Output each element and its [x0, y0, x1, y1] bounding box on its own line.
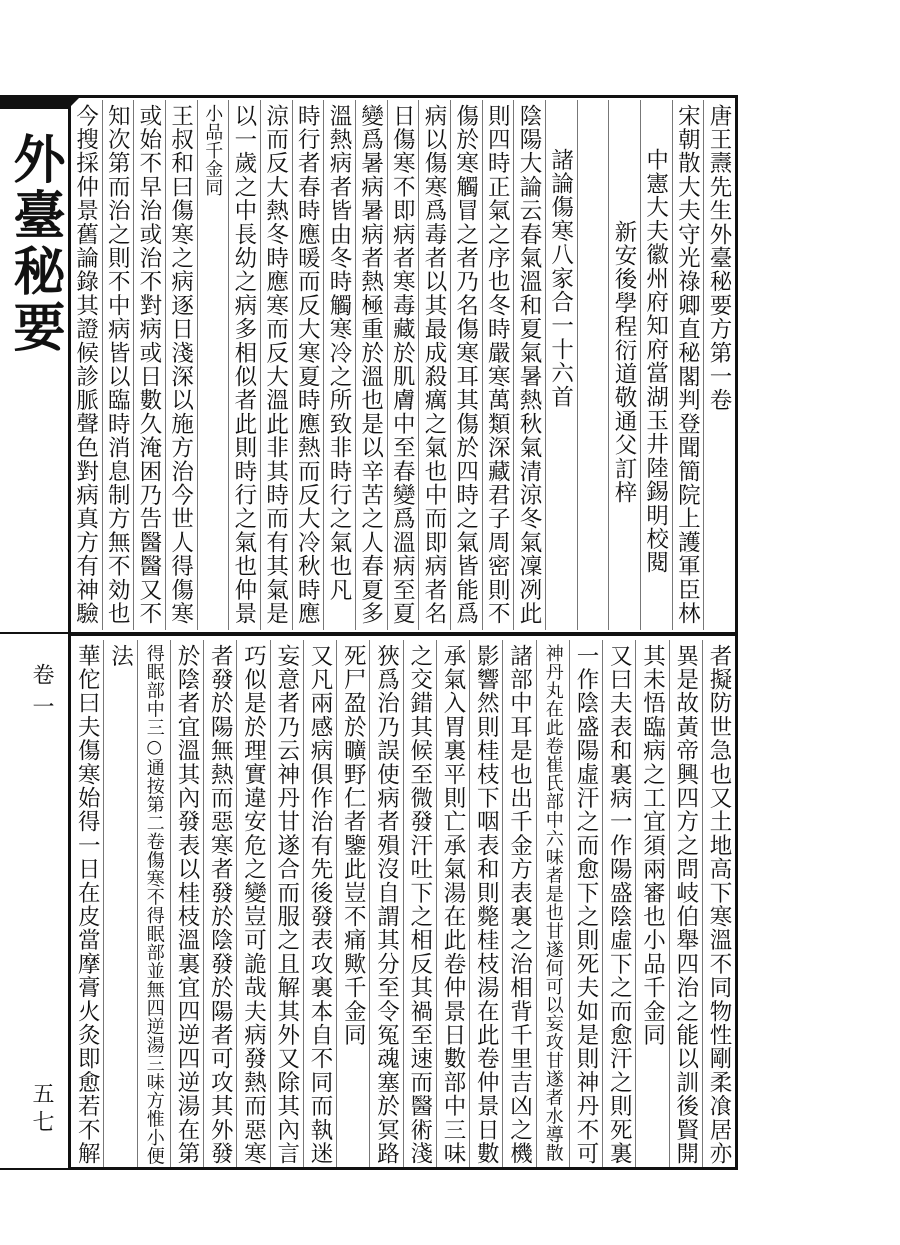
text-column: 或始不早治或治不對病或日數久淹困乃告醫醫又不 — [133, 100, 165, 630]
annotation-column: 小品千金同 — [197, 100, 229, 630]
text-column: 王叔和曰傷寒之病逐日淺深以施方治今世人得傷寒 — [165, 100, 197, 630]
text-column: 溫熱病者皆由冬時觸寒冷之所致非時行之氣也凡 — [323, 100, 355, 630]
text-column: 日傷寒不即病者寒毒藏於肌膚中至春變爲溫病至夏 — [387, 100, 419, 630]
text-column: 陰陽大論云春氣溫和夏氣暑熱秋氣清涼冬氣凜冽此 — [513, 100, 545, 630]
text-column: 以一歲之中長幼之病多相似者此則時行之氣也仲景 — [228, 100, 260, 630]
annotation-column: 神丹丸在此卷崔氏部中六味者是也甘遂何可以妄攻甘遂者水導散 — [536, 640, 569, 1167]
margin-rule-bottom — [0, 1168, 68, 1170]
margin-rule — [0, 632, 68, 634]
text-column: 涼而反大熱冬時應寒而反大溫此非其時而有其氣是 — [260, 100, 292, 630]
text-column: 巧似是於理實違安危之變豈可詭哉夫病發熱而惡寒 — [236, 640, 269, 1167]
text-column: 者發於陽無熱而惡寒者發於陰發於陽者可攻其外發 — [203, 640, 236, 1167]
text-column: 死尸盈於曠野仁者鑒此豈不痛歟千金同 — [336, 640, 369, 1167]
text-column: 一作陰盛陽虛汗之而愈下之則死夫如是則神丹不可 — [569, 640, 602, 1167]
text-column: 知次第而治之則不中病皆以臨時消息制方無不効也 — [102, 100, 134, 630]
text-column: 影響然則桂枝下咽表和則斃桂枝湯在此卷仲景日數 — [469, 640, 502, 1167]
text-column: 則四時正氣之序也冬時嚴寒萬類深藏君子周密則不 — [482, 100, 514, 630]
text-column: 者擬防世急也又土地高下寒溫不同物性剛柔飡居亦 — [702, 640, 735, 1167]
blank-column — [577, 100, 609, 630]
text-column: 於陰者宜溫其內發表以桂枝溫裏宜四逆四逆湯在第 — [170, 640, 203, 1167]
volume-label: 卷一 — [29, 663, 54, 727]
upper-register — [71, 100, 735, 630]
text-column: 變爲暑病暑病者熱極重於溫也是以辛苦之人春夏多 — [355, 100, 387, 630]
text-column: 時行者春時應暖而反大寒夏時應熱而反大冷秋時應 — [292, 100, 324, 630]
text-column: 法 — [103, 640, 136, 1167]
text-column: 之交錯其候至微發汗吐下之相反其禍至速而醫術淺 — [403, 640, 436, 1167]
text-column: 異是故黃帝興四方之問岐伯舉四治之能以訓後賢開 — [669, 640, 702, 1167]
text-column: 又曰夫表和裏病一作陽盛陰虛下之而愈汗之則死裏 — [602, 640, 635, 1167]
text-column: 諸部中耳是也出千金方表裏之治相背千里吉凶之機 — [502, 640, 535, 1167]
book-title: 外臺秘要 — [4, 132, 65, 356]
text-column: 今搜採仲景舊論錄其證候診脈聲色對病真方有神驗 — [72, 104, 99, 626]
annotation-column: 得眠部中三○通按第二卷傷寒不得眠部並無四逆湯三味方惟小便 — [137, 640, 170, 1167]
lower-register — [71, 640, 735, 1167]
register-divider — [68, 632, 738, 636]
text-column: 宋朝散大夫守光祿卿直秘閣判登聞簡院上護軍臣林 — [672, 100, 704, 630]
text-column: 傷於寒觸冒之者乃名傷寒耳其傷於四時之氣皆能爲 — [450, 100, 482, 630]
text-column: 狹爲治乃誤使病者殞沒自謂其分至令冤魂塞於冥路 — [369, 640, 402, 1167]
text-column: 承氣入胃裏平則亡承氣湯在此卷仲景日數部中三味 — [436, 640, 469, 1167]
page-number: 五七 — [29, 1082, 54, 1138]
text-column: 又凡兩感病俱作治有先後發表攻裏本自不同而執迷 — [303, 640, 336, 1167]
title-banner-bar — [0, 95, 68, 109]
text-column: 其未悟臨病之工宜須兩審也小品千金同 — [635, 640, 668, 1167]
text-column: 妄意者乃云神丹甘遂合而服之且解其外又除其內言 — [270, 640, 303, 1167]
text-column: 新安後學程衍道敬通父訂梓 — [608, 100, 640, 630]
text-column: 中憲大夫徽州府知府當湖玉井陸錫明校閱 — [640, 100, 672, 630]
text-column: 唐王燾先生外臺秘要方第一卷 — [703, 100, 735, 630]
section-heading: 諸論傷寒八家合一十六首 — [545, 100, 577, 630]
text-column: 病以傷寒爲毒者以其最成殺癘之氣也中而即病者名 — [418, 100, 450, 630]
text-column: 華佗曰夫傷寒始得一日在皮當摩膏火灸即愈若不解 — [74, 644, 101, 1166]
